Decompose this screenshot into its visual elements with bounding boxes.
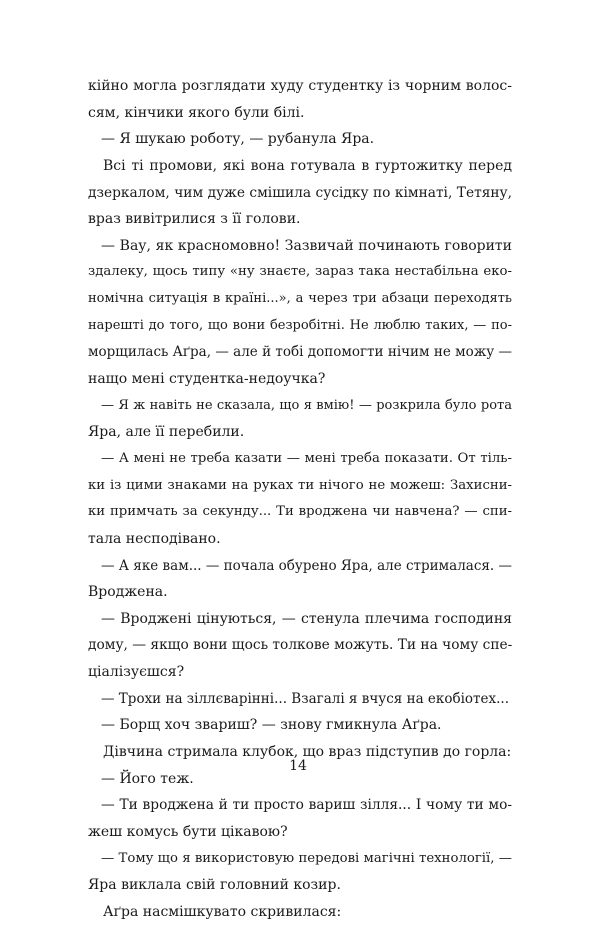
text-line: — Вроджені цінуються, — стенула плечима господиня: [101, 610, 512, 627]
text-line: дзеркалом, чим дуже смішила сусідку по кімнаті, Тетяну,: [88, 184, 512, 201]
text-line: Яра, але її перебили.: [88, 424, 245, 441]
text-line: морщилась Аґра, — але й тобі допомогти нічим не можу —: [88, 344, 512, 361]
text-line: Всі ті промови, які вона готувала в гуртожитку перед: [103, 157, 512, 174]
text-line: — Я шукаю роботу, — рубанула Яра.: [101, 131, 375, 148]
text-line: сям, кінчики якого були білі.: [88, 104, 305, 121]
text-line: нащо мені студентка-недоучка?: [88, 371, 326, 388]
text-line: дому, — якщо вони щось толкове можуть. Ти на чому спе-: [88, 637, 512, 654]
text-line: здалеку, щось типу «ну знаєте, зараз така нестабільна еко-: [88, 264, 512, 280]
text-line: ки примчать за секунду... Ти вроджена чи навчена? — спи-: [88, 504, 512, 520]
body-text: [88, 73, 512, 926]
text-line: Яра виклала свій головний козир.: [88, 877, 341, 894]
text-line: — Його теж.: [101, 770, 194, 787]
text-line: ціалізуєшся?: [88, 664, 185, 681]
text-line: — Вау, як красномовно! Зазвичай починають говорити: [101, 237, 512, 254]
text-line: — А мені не треба казати — мені треба показати. От тіль-: [101, 450, 512, 466]
page-number: 14: [289, 758, 307, 774]
text-line: номічна ситуація в країні...», а через три абзаци переходять: [88, 291, 512, 307]
text-line: кійно могла розглядати худу студентку із чорним волос-: [88, 78, 512, 94]
text-line: враз вивітрилися з її голови.: [88, 211, 301, 228]
text-line: — Тому що я використовую передові магічні технології, —: [101, 850, 512, 866]
text-line: тала несподівано.: [88, 530, 221, 547]
text-line: — Ти вроджена й ти просто вариш зілля... І чому ти мо-: [101, 797, 512, 814]
text-line: — Борщ хоч звариш? — знову гмикнула Аґра.: [101, 717, 442, 734]
text-line: ки із цими знаками на руках ти нічого не можеш: Захисни-: [88, 477, 512, 493]
text-line: нарешті до того, що вони безробітні. Не люблю таких, — по-: [88, 317, 512, 333]
text-line: Дівчина стримала клубок, що враз підступив до горла:: [103, 744, 512, 761]
text-line: — Я ж навіть не сказала, що я вмію! — розкрила було рота: [101, 397, 512, 413]
text-line: Вроджена.: [88, 584, 168, 601]
text-line: Аґра насмішкувато скривилася:: [103, 903, 342, 920]
text-line: — Трохи на зіллєварінні... Взагалі я вчуся на екобіотех...: [101, 690, 509, 707]
text-line: жеш комусь бути цікавою?: [88, 823, 288, 840]
text-line: — А яке вам... — почала обурено Яра, але стрималася. —: [101, 557, 512, 574]
